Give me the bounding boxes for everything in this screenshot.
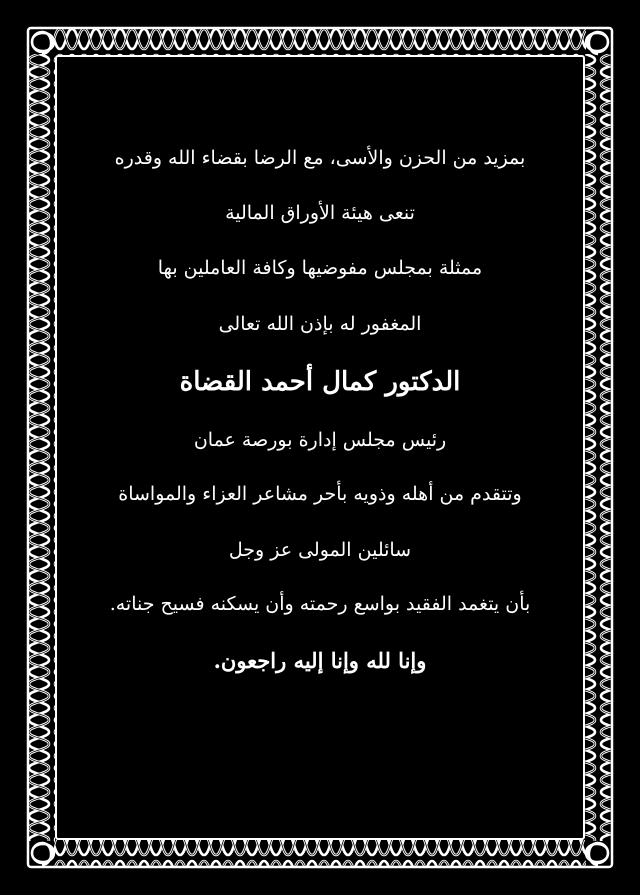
prayer-intro-line: سائلين المولى عز وجل	[228, 539, 412, 561]
announcer-line: تنعى هيئة الأوراق المالية	[225, 202, 415, 224]
represented-by-line: ممثلة بمجلس مفوضيها وكافة العاملين بها	[157, 257, 483, 279]
condolence-notice	[70, 130, 570, 675]
opening-line: بمزيد من الحزن والأسى، مع الرضا بقضاء الله وقدره	[114, 147, 526, 169]
deceased-name: الدكتور كمال أحمد القضاة	[179, 367, 461, 397]
condolences-line: وتتقدم من أهله وذويه بأحر مشاعر العزاء والمواساة	[118, 483, 522, 505]
prayer-line: بأن يتغمد الفقيد بواسع رحمته وأن يسكنه فسيح جناته.	[109, 593, 531, 615]
deceased-title-line: رئيس مجلس إدارة بورصة عمان	[193, 429, 447, 451]
closing-verse: وإنا لله وإنا إليه راجعون.	[213, 648, 427, 673]
deceased-intro-line: المغفور له بإذن الله تعالى	[218, 313, 422, 335]
